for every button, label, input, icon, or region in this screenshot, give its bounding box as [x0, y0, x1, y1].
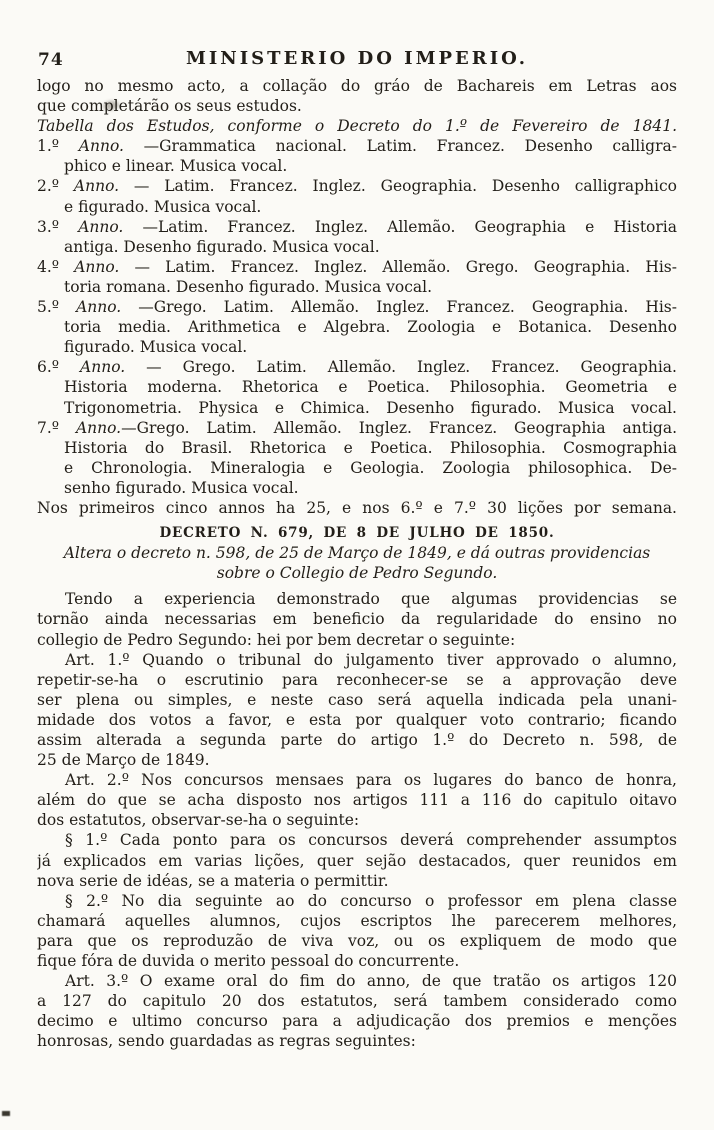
paragraph-line: Tendo a experiencia demonstrado que algumas providencias se: [65, 590, 677, 609]
year-item-continuation: toria romana. Desenho figurado. Musica vocal.: [64, 277, 433, 296]
paragraph-line: 25 de Março de 1849.: [37, 751, 210, 770]
year-label: Anno.: [74, 257, 120, 276]
year-label: Anno.: [75, 418, 122, 437]
year-label: Anno.: [78, 217, 124, 236]
year-item-continuation: phico e linear. Musica vocal.: [64, 157, 288, 176]
paragraph-line: § 1.º Cada ponto para os concursos deverá comprehender assumptos: [65, 831, 677, 850]
year-subjects: —Latim. Francez. Inglez. Allemão. Geographia e Historia: [123, 217, 677, 236]
year-item-line: [37, 357, 677, 377]
year-subjects: — Latim. Francez. Inglez. Allemão. Grego. Geographia. His-: [119, 257, 677, 276]
page-header: [37, 48, 677, 72]
paragraph-line: chamará aquelles alumnos, cujos escriptos lhe parecerem melhores,: [37, 911, 677, 930]
year-item-continuation: senho figurado. Musica vocal.: [64, 478, 299, 497]
year-item-continuation: Historia do Brasil. Rhetorica e Poetica. Philosophia. Cosmographia: [64, 438, 677, 457]
year-item-line: [37, 257, 677, 277]
decree-subtitle-line: Altera o decreto n. 598, de 25 de Março de 1849, e dá outras providencias: [63, 544, 651, 563]
paragraph-line: fique fóra de duvida o merito pessoal do concurrente.: [37, 952, 460, 971]
paragraph-line: além do que se acha disposto nos artigos 111 a 116 do capitulo oitavo: [37, 791, 677, 810]
paragraph-line: tornão ainda necessarias em beneficio da regularidade do ensino no: [37, 610, 677, 629]
paragraph-line: ser plena ou simples, e neste caso será aquella indicada pela unani-: [37, 690, 677, 709]
paragraph-line: Art. 2.º Nos concursos mensaes para os lugares do banco de honra,: [65, 771, 677, 790]
year-number: 5.º: [37, 298, 60, 317]
summary-line: Nos primeiros cinco annos ha 25, e nos 6.º e 7.º 30 lições por semana.: [37, 498, 677, 517]
paragraph-line: dos estatutos, observar-se-ha o seguinte:: [37, 811, 360, 830]
year-item-continuation: Historia moderna. Rhetorica e Poetica. Philosophia. Geometria e: [64, 378, 677, 397]
paragraph-line: collegio de Pedro Segundo: hei por bem decretar o seguinte:: [37, 630, 516, 649]
paragraph-line: que completárão os seus estudos.: [37, 97, 302, 116]
year-label: Anno.: [76, 298, 122, 317]
paragraph-line: repetir-se-ha o escrutinio para reconhecer-se se a approvação deve: [37, 670, 677, 689]
year-item-continuation: figurado. Musica vocal.: [64, 338, 248, 357]
year-item-continuation: e Chronologia. Mineralogia e Geologia. Zoologia philosophica. De-: [64, 458, 677, 477]
paragraph-line: Art. 3.º O exame oral do fim do anno, de que tratão os artigos 120: [65, 972, 677, 991]
paragraph-line: Art. 1.º Quando o tribunal do julgamento tiver approvado o alumno,: [65, 650, 677, 669]
year-number: 2.º: [37, 177, 60, 196]
paragraph-line: midade dos votos a favor, e esta por qualquer voto contrario; ficando: [37, 710, 677, 729]
paragraph-line: para que os reproduzão de viva voz, ou os expliquem de modo que: [37, 931, 677, 950]
decree-subtitle-line: sobre o Collegio de Pedro Segundo.: [216, 564, 498, 583]
running-title: MINISTERIO DO IMPERIO.: [185, 48, 529, 69]
paragraph-line: nova serie de idéas, se a materia o permittir.: [37, 871, 389, 890]
year-item-line: [37, 136, 677, 156]
year-item-line: [37, 297, 677, 317]
year-subjects: —Grego. Latim. Allemão. Inglez. Francez. Geographia antiga.: [121, 418, 677, 437]
paragraph-line: já explicados em varias lições, quer sejão destacados, quer reunidos em: [37, 851, 677, 870]
decree-heading: DECRETO N. 679, DE 8 DE JULHO DE 1850.: [159, 525, 555, 542]
year-item-line: [37, 418, 677, 438]
year-number: 1.º: [37, 137, 60, 156]
year-item-line: [37, 217, 677, 237]
table-caption: Tabella dos Estudos, conforme o Decreto do 1.º de Fevereiro de 1841.: [37, 117, 677, 136]
paragraph-line: logo no mesmo acto, a collação do gráo de Bachareis em Letras aos: [37, 77, 677, 95]
year-item-continuation: e figurado. Musica vocal.: [64, 197, 262, 216]
year-label: Anno.: [80, 358, 126, 377]
year-item-line: [37, 176, 677, 196]
year-number: 4.º: [37, 257, 60, 276]
year-subjects: — Grego. Latim. Allemão. Inglez. Francez. Geographia.: [125, 358, 677, 377]
paragraph-line: honrosas, sendo guardadas as regras seguintes:: [37, 1032, 416, 1051]
paragraph-line: assim alterada a segunda parte do artigo 1.º do Decreto n. 598, de: [37, 731, 677, 749]
year-number: 3.º: [37, 217, 60, 236]
year-item-continuation: Trigonometria. Physica e Chimica. Desenho figurado. Musica vocal.: [64, 398, 677, 417]
year-item-continuation: antiga. Desenho figurado. Musica vocal.: [64, 237, 380, 256]
year-number: 7.º: [37, 418, 60, 437]
paragraph-line: a 127 do capitulo 20 dos estatutos, será tambem considerado como: [37, 992, 677, 1011]
year-item-continuation: toria media. Arithmetica e Algebra. Zoologia e Botanica. Desenho: [64, 318, 677, 337]
year-subjects: —Grammatica nacional. Latim. Francez. Desenho calligra-: [123, 137, 677, 156]
paragraph-line: decimo e ultimo concurso para a adjudicação dos premios e menções: [37, 1012, 677, 1031]
scan-speck: [2, 1111, 10, 1116]
year-label: Anno.: [73, 177, 120, 196]
year-label: Anno.: [78, 137, 124, 156]
page-number: 74: [38, 50, 64, 70]
year-subjects: — Latim. Francez. Inglez. Geographia. Desenho calligraphico: [119, 177, 677, 196]
year-number: 6.º: [37, 358, 60, 377]
page-body: [37, 76, 677, 1052]
year-subjects: —Grego. Latim. Allemão. Inglez. Francez. Geographia. His-: [121, 298, 677, 317]
paragraph-line: § 2.º No dia seguinte ao do concurso o professor em plena classe: [65, 891, 677, 910]
